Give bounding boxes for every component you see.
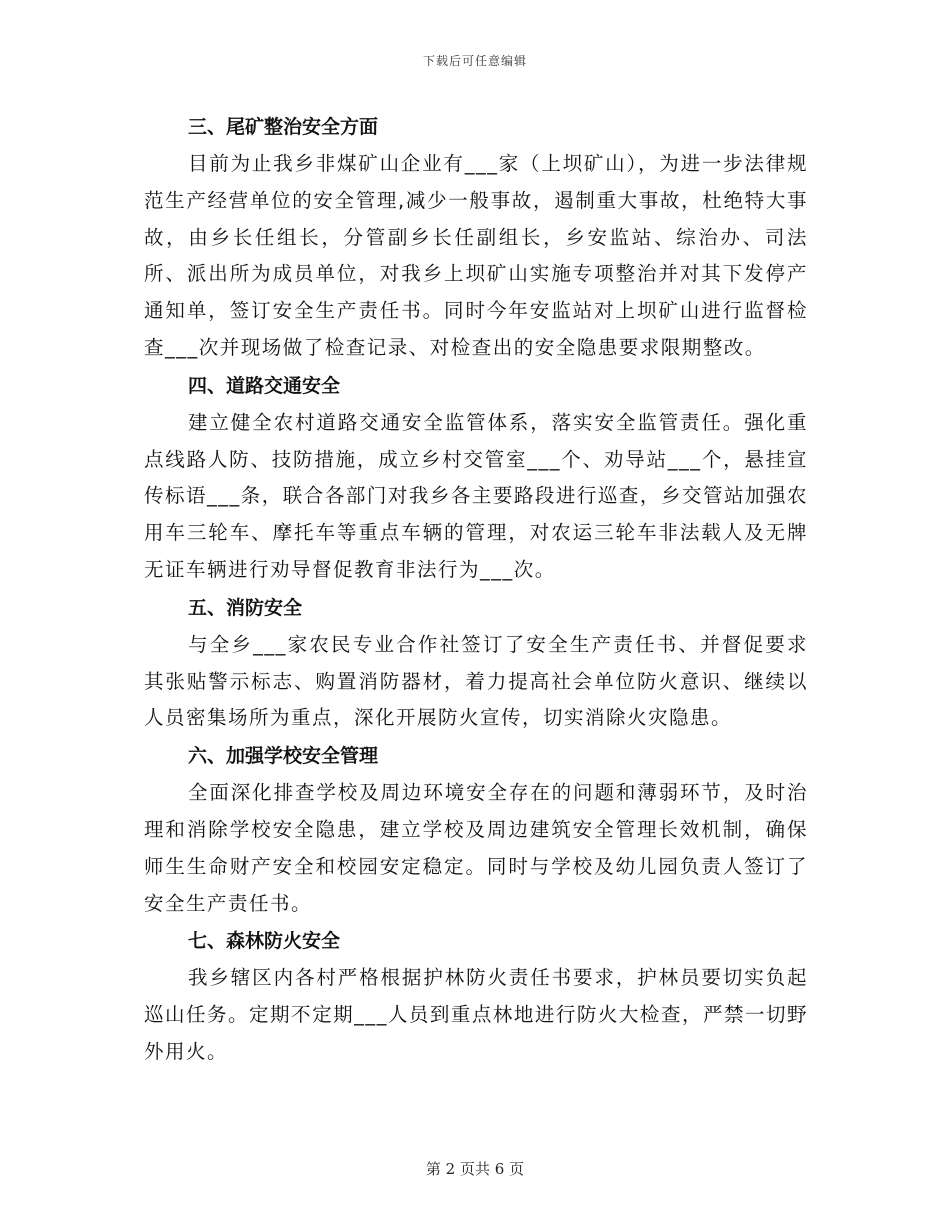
section-paragraph-6: 全面深化排查学校及周边环境安全存在的问题和薄弱环节，及时治理和消除学校安全隐患，建立学校及周边建筑安全管理长效机制，确保师生生命财产安全和校园安定稳定。同时与学校及幼儿园负责人签订了安全生产责任书。	[144, 781, 808, 915]
section-paragraph-4: 建立健全农村道路交通安全监管体系，落实安全监管责任。强化重点线路人防、技防措施，成立乡村交管室___个、劝导站___个，悬挂宣传标语___条，联合各部门对我乡各主要路段进行巡查，乡交管站加强农用车三轮车、摩托车等重点车辆的管理，对农运三轮车非法载人及无牌无证车辆进行劝导督促教育非法行为___次。	[144, 410, 808, 581]
page-header: 下载后可任意编辑	[422, 54, 527, 68]
section-paragraph-3: 目前为止我乡非煤矿山企业有___家（上坝矿山），为进一步法律规范生产经营单位的安全管理,减少一般事故，遏制重大事故，杜绝特大事故，由乡长任组长，分管副乡长任副组长，乡安监站、综治办、司法所、派出所为成员单位，对我乡上坝矿山实施专项整治并对其下发停产通知单，签订安全生产责任书。同时今年安监站对上坝矿山进行监督检查___次并现场做了检查记录、对检查出的安全隐患要求限期整改。	[144, 152, 808, 359]
section-heading-7: 七、森林防火安全	[188, 930, 341, 953]
document-body	[144, 108, 808, 1071]
section-paragraph-7: 我乡辖区内各村严格根据护林防火责任书要求，护林员要切实负起巡山任务。定期不定期___人员到重点林地进行防火大检查，严禁一切野外用火。	[144, 966, 808, 1063]
page-number-footer: 第 2 页共 6 页	[425, 1160, 525, 1178]
section-heading-5: 五、消防安全	[188, 596, 303, 619]
section-heading-4: 四、道路交通安全	[188, 374, 341, 397]
section-heading-6: 六、加强学校安全管理	[188, 745, 379, 768]
section-heading-3: 三、尾矿整治安全方面	[188, 116, 379, 138]
section-paragraph-5: 与全乡___家农民专业合作社签订了安全生产责任书、并督促要求其张贴警示标志、购置消防器材，着力提高社会单位防火意识、继续以人员密集场所为重点，深化开展防火宣传，切实消除火灾隐患。	[144, 632, 808, 730]
